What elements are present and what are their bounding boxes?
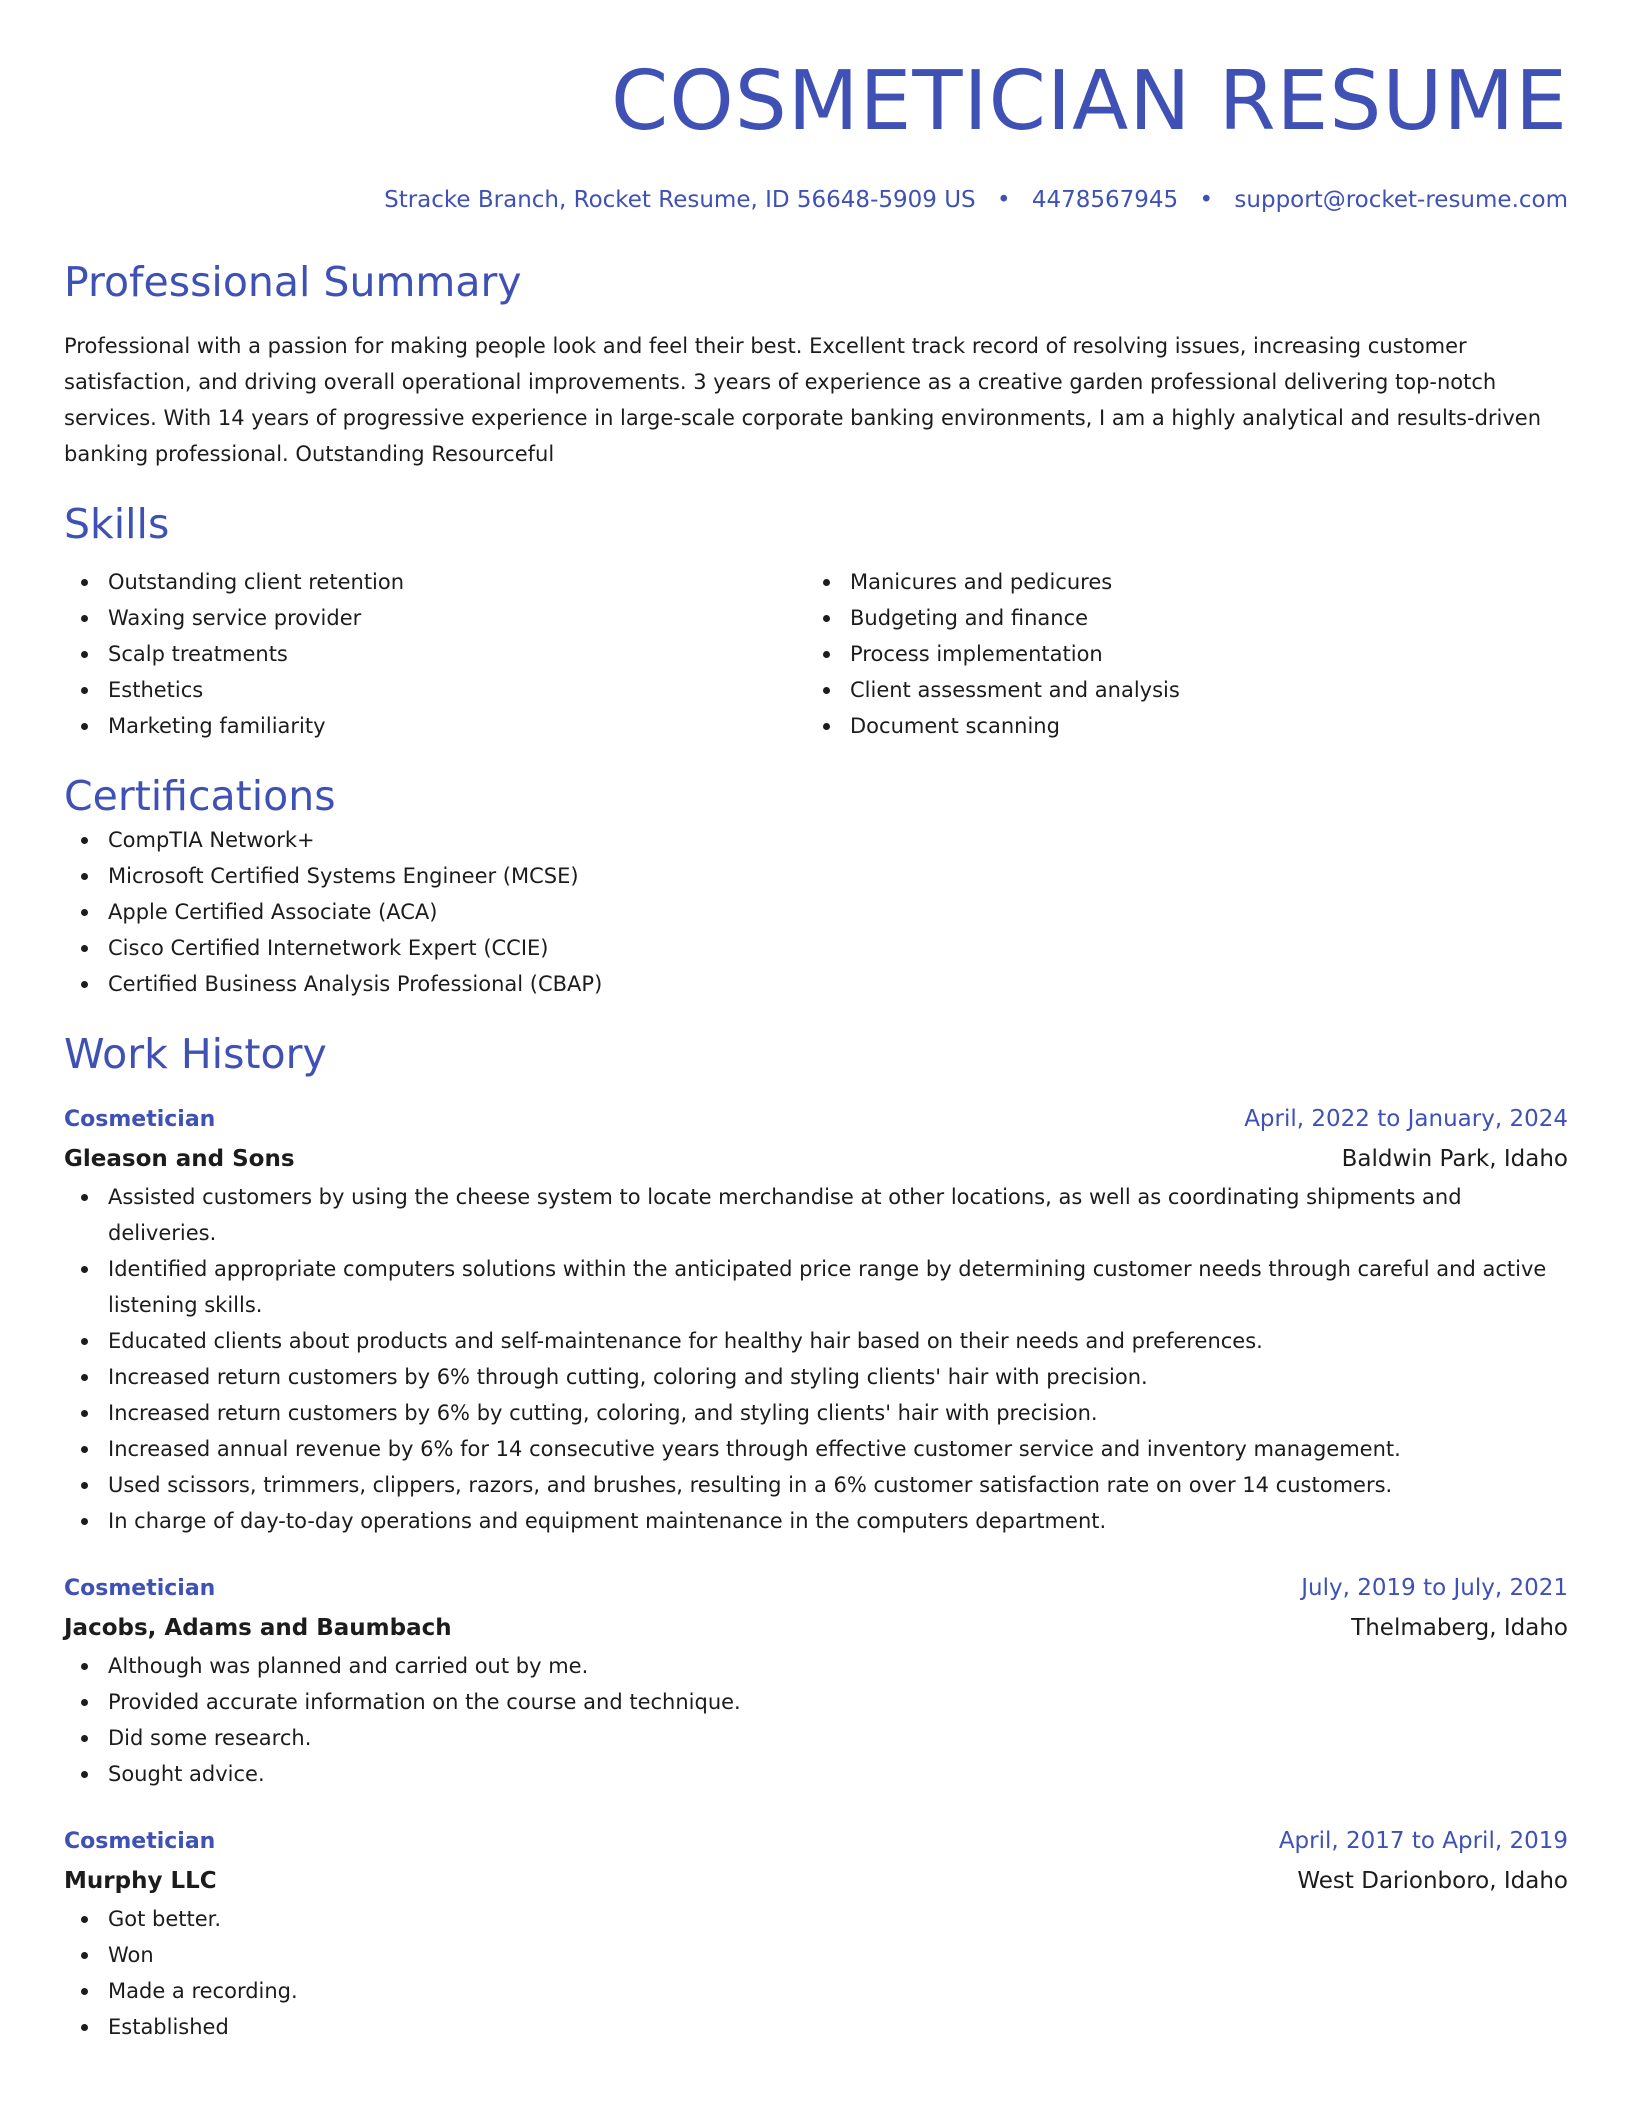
certification-item: Microsoft Certified Systems Engineer (MCSE) xyxy=(64,858,1568,894)
job-header-row xyxy=(64,1569,1568,1608)
skills-list xyxy=(64,564,1568,744)
job-bullet: Made a recording. xyxy=(64,1973,1568,2009)
job-bullet: Provided accurate information on the course and technique. xyxy=(64,1684,1568,1720)
job-company: Jacobs, Adams and Baumbach xyxy=(64,1615,452,1641)
skill-item: Document scanning xyxy=(806,708,1548,744)
job-location: West Darionboro, Idaho xyxy=(1297,1868,1568,1894)
job-header-row xyxy=(64,1100,1568,1139)
job-bullets xyxy=(64,1179,1568,1539)
job-bullet: Assisted customers by using the cheese system to locate merchandise at other locations, as well as coordinating shipments and deliveries. xyxy=(64,1179,1568,1251)
contact-email[interactable]: support@rocket-resume.com xyxy=(1234,187,1568,213)
skills-column-right xyxy=(806,564,1548,744)
skill-item: Manicures and pedicures xyxy=(806,564,1548,600)
job-bullet: Established xyxy=(64,2009,1568,2045)
job-dates: July, 2019 to July, 2021 xyxy=(1301,1575,1568,1601)
skill-item: Marketing familiarity xyxy=(64,708,806,744)
job-company: Murphy LLC xyxy=(64,1868,217,1894)
job-bullets xyxy=(64,1648,1568,1792)
summary-heading: Professional Summary xyxy=(64,258,522,306)
job-bullet: Sought advice. xyxy=(64,1756,1568,1792)
job-company: Gleason and Sons xyxy=(64,1146,295,1172)
job-bullets xyxy=(64,1901,1568,2045)
job-entry xyxy=(64,1100,1568,1539)
summary-text: Professional with a passion for making people look and feel their best. Excellent track record of resolving issues, increasing customer satisfaction, and driving overall operational improvements. 3 years of experience as a creative garden professional delivering top-notch services. With 14 years of progressive experience in large-scale corporate banking environments, I am a highly analytical and results-driven banking professional. Outstanding Resourceful xyxy=(64,334,1542,466)
certifications-heading: Certifications xyxy=(64,772,336,820)
job-company-row xyxy=(64,1139,1568,1179)
job-position: Cosmetician xyxy=(64,1107,216,1132)
job-position: Cosmetician xyxy=(64,1829,216,1854)
certification-item: Apple Certified Associate (ACA) xyxy=(64,894,1568,930)
skill-item: Client assessment and analysis xyxy=(806,672,1548,708)
skill-item: Outstanding client retention xyxy=(64,564,806,600)
job-bullet: Won xyxy=(64,1937,1568,1973)
job-company-row xyxy=(64,1861,1568,1901)
certification-item: Cisco Certified Internetwork Expert (CCIE) xyxy=(64,930,1568,966)
job-bullet: Got better. xyxy=(64,1901,1568,1937)
skill-item: Waxing service provider xyxy=(64,600,806,636)
certification-item: Certified Business Analysis Professional (CBAP) xyxy=(64,966,1568,1002)
job-entry xyxy=(64,1822,1568,2045)
job-bullet: Increased return customers by 6% through cutting, coloring and styling clients' hair with precision. xyxy=(64,1359,1568,1395)
job-dates: April, 2022 to January, 2024 xyxy=(1244,1106,1568,1132)
job-position: Cosmetician xyxy=(64,1576,216,1601)
skill-item: Budgeting and finance xyxy=(806,600,1548,636)
contact-line xyxy=(64,184,1568,216)
contact-address: Stracke Branch, Rocket Resume, ID 56648-5909 US xyxy=(384,187,976,213)
contact-separator: • xyxy=(996,187,1011,213)
skills-column-left xyxy=(64,564,806,744)
resume-header xyxy=(64,0,1568,216)
certification-item: CompTIA Network+ xyxy=(64,822,1568,858)
job-bullet: Although was planned and carried out by me. xyxy=(64,1648,1568,1684)
skill-item: Scalp treatments xyxy=(64,636,806,672)
contact-separator: • xyxy=(1199,187,1214,213)
skills-heading: Skills xyxy=(64,500,170,548)
work-history-heading: Work History xyxy=(64,1030,327,1078)
contact-phone[interactable]: 4478567945 xyxy=(1031,187,1179,213)
job-bullet: In charge of day-to-day operations and equipment maintenance in the computers department. xyxy=(64,1503,1568,1539)
document-title: COSMETICIAN RESUME xyxy=(610,54,1568,149)
certifications-list xyxy=(64,822,1568,1002)
job-company-row xyxy=(64,1608,1568,1648)
job-bullet: Did some research. xyxy=(64,1720,1568,1756)
job-bullet: Increased annual revenue by 6% for 14 consecutive years through effective customer service and inventory management. xyxy=(64,1431,1568,1467)
job-entry xyxy=(64,1569,1568,1792)
job-bullet: Identified appropriate computers solutions within the anticipated price range by determining customer needs through careful and active listening skills. xyxy=(64,1251,1568,1323)
job-bullet: Used scissors, trimmers, clippers, razors, and brushes, resulting in a 6% customer satisfaction rate on over 14 customers. xyxy=(64,1467,1568,1503)
resume-page xyxy=(64,0,1568,2045)
job-bullet: Educated clients about products and self-maintenance for healthy hair based on their needs and preferences. xyxy=(64,1323,1568,1359)
job-location: Thelmaberg, Idaho xyxy=(1351,1615,1568,1641)
skill-item: Process implementation xyxy=(806,636,1548,672)
skill-item: Esthetics xyxy=(64,672,806,708)
job-dates: April, 2017 to April, 2019 xyxy=(1278,1828,1568,1854)
job-header-row xyxy=(64,1822,1568,1861)
job-location: Baldwin Park, Idaho xyxy=(1341,1146,1568,1172)
job-bullet: Increased return customers by 6% by cutting, coloring, and styling clients' hair with precision. xyxy=(64,1395,1568,1431)
